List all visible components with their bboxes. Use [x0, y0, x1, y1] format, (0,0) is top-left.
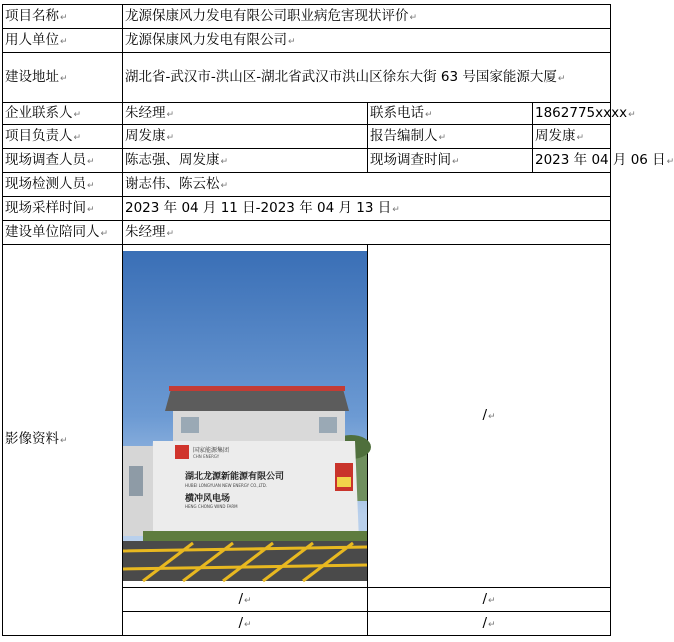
- phone-value: 1862775xxxx↵: [533, 103, 611, 125]
- manager-value: 周发康↵: [123, 125, 368, 149]
- report-info-table: [2, 4, 674, 636]
- address-value: 湖北省-武汉市-洪山区-湖北省武汉市洪山区徐东大街 63 号国家能源大厦↵: [123, 53, 611, 103]
- site-photo-art: [123, 251, 367, 581]
- empty-image-slot-1: /↵: [368, 245, 611, 588]
- empty-image-slot-3: /↵: [368, 588, 611, 612]
- sign-group-text: 国家能源集团: [193, 447, 230, 454]
- detect-staff-value: 谢志伟、陈云松↵: [123, 173, 611, 197]
- address-label: 建设地址↵: [3, 53, 123, 103]
- empty-image-slot-2: /↵: [123, 588, 368, 612]
- manager-label: 项目负责人↵: [3, 125, 123, 149]
- sign-group-en-text: CHN ENERGY: [193, 454, 220, 459]
- sampling-time-label: 现场采样时间↵: [3, 197, 123, 221]
- author-label: 报告编制人↵: [368, 125, 533, 149]
- contact-value: 朱经理↵: [123, 103, 368, 125]
- row-detect: [3, 173, 611, 197]
- escort-label: 建设单位陪同人↵: [3, 221, 123, 245]
- contact-label: 企业联系人↵: [3, 103, 123, 125]
- sign-company-text: 湖北龙源新能源有限公司: [185, 472, 285, 482]
- sign-company-en-text: HUBEI LONGYUAN NEW ENERGY CO.,LTD.: [185, 483, 268, 488]
- row-manager: [3, 125, 611, 149]
- survey-time-value: 2023 年 04 月 06 日↵: [533, 149, 611, 173]
- row-contact: [3, 103, 611, 125]
- detect-staff-label: 现场检测人员↵: [3, 173, 123, 197]
- author-value: 周发康↵: [533, 125, 611, 149]
- site-photo: [123, 251, 367, 581]
- phone-label: 联系电话↵: [368, 103, 533, 125]
- project-name-value: 龙源保康风力发电有限公司职业病危害现状评价↵: [123, 5, 611, 29]
- employer-label: 用人单位↵: [3, 29, 123, 53]
- row-employer: [3, 29, 611, 53]
- sign-farm-en-text: HENG CHONG WIND FARM: [185, 504, 238, 509]
- row-survey: [3, 149, 611, 173]
- employer-value: 龙源保康风力发电有限公司↵: [123, 29, 611, 53]
- survey-staff-value: 陈志强、周发康↵: [123, 149, 368, 173]
- sampling-time-value: 2023 年 04 月 11 日-2023 年 04 月 13 日↵: [123, 197, 611, 221]
- empty-image-slot-4: /↵: [123, 612, 368, 636]
- row-image-main: [3, 245, 611, 588]
- survey-time-label: 现场调查时间↵: [368, 149, 533, 173]
- row-address: [3, 53, 611, 103]
- escort-value: 朱经理↵: [123, 221, 611, 245]
- row-project-name: [3, 5, 611, 29]
- survey-staff-label: 现场调查人员↵: [3, 149, 123, 173]
- image-label: 影像资料↵: [3, 245, 123, 636]
- empty-image-slot-5: /↵: [368, 612, 611, 636]
- photo-cell: [123, 245, 368, 588]
- project-name-label: 项目名称↵: [3, 5, 123, 29]
- sign-farm-text: 横冲风电场: [185, 494, 231, 504]
- row-escort: [3, 221, 611, 245]
- row-sampling: [3, 197, 611, 221]
